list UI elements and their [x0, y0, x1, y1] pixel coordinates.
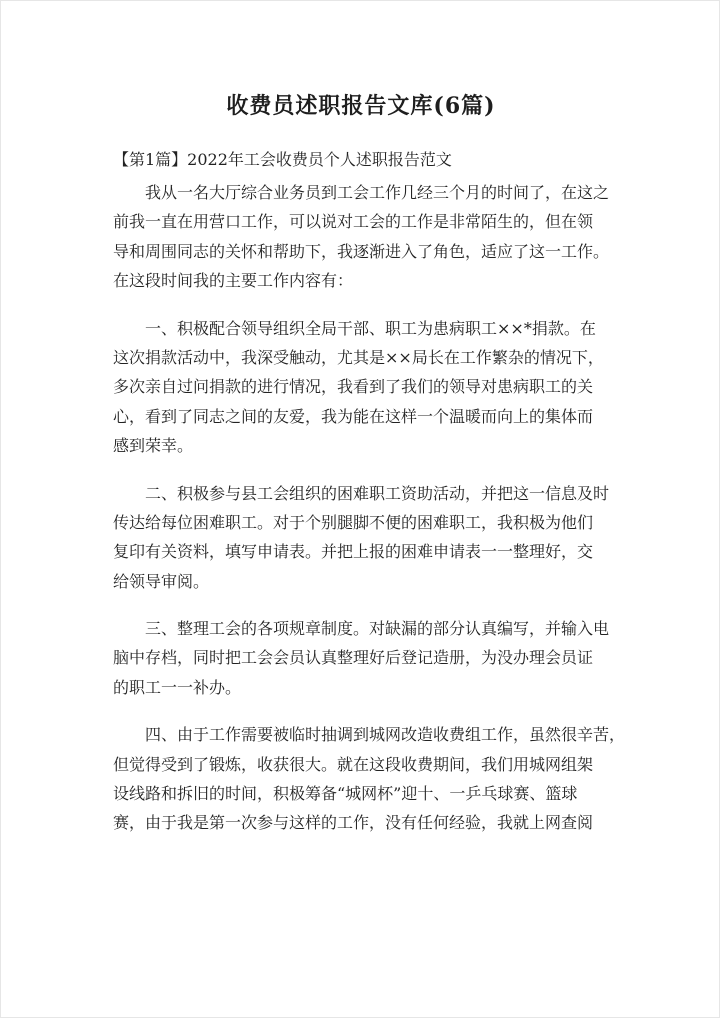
text-line: 我从一名大厅综合业务员到工会工作几经三个月的时间了，在这之 [145, 183, 610, 202]
text-line: 三、整理工会的各项规章制度。对缺漏的部分认真编写，并输入电 [145, 619, 610, 639]
text-line: 前我一直在用营口工作，可以说对工会的工作是非常陌生的，但在领 [113, 212, 594, 232]
text-line: 但觉得受到了锻炼，收获很大。就在这段收费期间，我们用城网组架 [113, 754, 594, 774]
section-heading: 【第1篇】2022年工会收费员个人述职报告范文 [113, 150, 452, 169]
text-line: 四、由于工作需要被临时抽调到城网改造收费组工作，虽然很辛苦， [145, 725, 626, 745]
text-line: 感到荣幸。 [113, 436, 194, 456]
text-line: 复印有关资料，填写申请表。并把上报的困难申请表一一整理好，交 [113, 542, 594, 562]
text-line: 脑中存档，同时把工会会员认真整理好后登记造册，为没办理会员证 [113, 648, 594, 668]
text-line: 心，看到了同志之间的友爱，我为能在这样一个温暖而向上的集体而 [113, 406, 594, 426]
paragraph [113, 479, 613, 597]
paragraph [113, 720, 626, 838]
paragraph [113, 178, 613, 296]
text-line: 赛，由于我是第一次参与这样的工作，没有任何经验，我就上网查阅 [113, 813, 594, 833]
text-line: 一、积极配合领导组织全局干部、职工为患病职工××*捐款。在 [145, 318, 596, 338]
text-line: 传达给每位困难职工。对于个别腿脚不便的困难职工，我积极为他们 [113, 512, 594, 532]
paragraph [113, 614, 613, 702]
text-line: 这次捐款活动中，我深受触动，尤其是××局长在工作繁杂的情况下， [113, 347, 604, 367]
text-line: 导和周围同志的关怀和帮助下，我逐渐进入了角色，适应了这一工作。 [113, 241, 610, 261]
text-line: 多次亲自过问捐款的进行情况，我看到了我们的领导对患病职工的关 [113, 377, 594, 397]
text-line: 的职工一一补办。 [113, 677, 242, 697]
text-line: 给领导审阅。 [113, 571, 210, 591]
paragraph [113, 314, 613, 461]
document-title: 收费员述职报告文库(6篇) [226, 93, 496, 119]
text-line: 在这段时间我的主要工作内容有： [113, 271, 354, 291]
text-line: 二、积极参与县工会组织的困难职工资助活动，并把这一信息及时 [145, 483, 610, 503]
document-body [113, 178, 626, 838]
text-line: 设线路和拆旧的时间，积极筹备“城网杯”迎十、一乒乓球赛、篮球 [113, 784, 578, 804]
